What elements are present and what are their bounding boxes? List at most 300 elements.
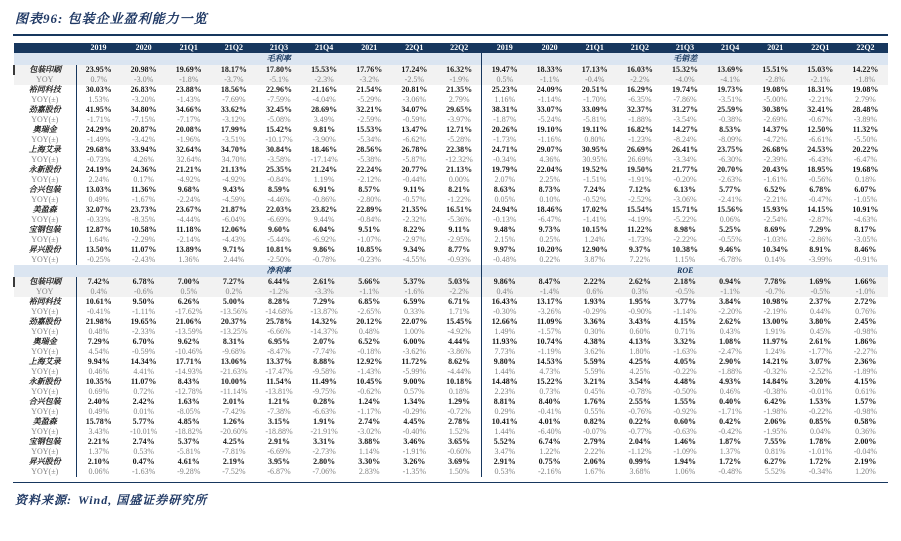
yoy-cell: 4.73% [539,367,560,376]
col-header-22Q1-right: 22Q1 [798,43,843,53]
yoy-cell: -2.32% [402,215,426,224]
yoy-cell: -0.59% [402,115,426,124]
yoy-cell: -13.59% [175,327,203,336]
yoy-cell: -0.40% [402,427,426,436]
yoy-cell: 2.83% [358,467,380,476]
value-cell: 2.18% [662,277,707,287]
yoy-cell: 0.4% [482,287,527,297]
value-cell: 1.94% [673,457,696,466]
value-cell: 2.62% [617,277,662,287]
value-cell: 20.81% [401,85,428,94]
yoy-cell: -7.86% [673,95,697,104]
value-cell: 7.00% [166,277,211,287]
value-cell: 1.46% [673,437,696,446]
value-cell: 4.44% [448,337,471,346]
yoy-cell: -0.72% [447,407,471,416]
yoy-cell: -4.0% [662,75,707,85]
yoy-cell: 1.00% [403,327,425,336]
yoy-cell: -1.8% [843,75,888,85]
value-cell: 32.45% [265,105,292,114]
yoy-cell: 1.49% [482,327,527,337]
yoy-label: YOY(±) [14,427,76,437]
yoy-label: YOY(±) [14,407,76,417]
yoy-cell: -5.81% [177,447,201,456]
value-cell: 0.28% [313,397,336,406]
yoy-cell: 0.04% [809,427,831,436]
yoy-row [14,155,888,165]
yoy-cell: -14.68% [265,307,293,316]
value-cell: 16.82% [626,125,653,134]
yoy-cell: -17.62% [175,307,203,316]
col-header-2021-left: 2021 [347,43,392,53]
yoy-label: YOY(±) [14,327,76,337]
yoy-cell: -2.3% [302,75,347,85]
value-cell: 11.22% [627,225,653,234]
value-row [14,457,888,467]
yoy-cell: 0.53% [482,467,527,477]
yoy-cell: 2.79% [855,95,876,104]
yoy-cell: -0.92% [673,407,697,416]
yoy-cell: -20.60% [220,427,248,436]
yoy-cell: -1.57% [537,327,562,336]
yoy-cell: -1.71% [718,407,742,416]
value-cell: 8.63% [482,185,527,195]
value-cell: 1.72% [809,457,832,466]
yoy-cell: -3.90% [312,135,336,144]
value-cell: 3.20% [809,377,832,386]
value-cell: 26.68% [762,145,789,154]
yoy-cell: -9.75% [312,387,336,396]
yoy-cell: 1.19% [313,175,335,184]
yoy-cell: -13.25% [220,327,248,336]
value-cell: 14.37% [762,125,789,134]
yoy-cell: -0.38% [763,387,787,396]
yoy-cell: -4.55% [402,255,426,264]
value-cell: 1.26% [222,417,245,426]
yoy-cell: -2.33% [132,327,156,336]
value-cell: 21.13% [220,165,247,174]
yoy-label: YOY(±) [14,155,76,165]
value-cell: 8.57% [358,185,381,194]
value-cell: 9.80% [482,357,527,367]
value-cell: 6.07% [854,185,877,194]
yoy-cell: -7.69% [222,95,246,104]
yoy-cell: -2.2% [617,75,662,85]
value-cell: 2.91% [482,457,527,467]
yoy-cell: -2.59% [357,115,381,124]
yoy-cell: 0.2% [211,287,256,297]
value-cell: 11.72% [401,357,428,366]
value-cell: 8.88% [313,357,336,366]
value-cell: 2.37% [809,297,832,306]
company-name: 宝钢包装 [14,225,76,235]
value-cell: 9.71% [222,245,245,254]
col-header-2020-left: 2020 [121,43,166,53]
value-cell: 17.80% [256,65,301,75]
section-title-right: ROE [482,265,888,277]
value-cell: 3.65% [448,437,471,446]
yoy-cell: -1.01% [808,447,832,456]
yoy-cell: -0.78% [312,255,336,264]
yoy-row [14,407,888,417]
yoy-cell: -10.46% [175,347,203,356]
value-cell: 2.55% [628,397,651,406]
yoy-cell: 2.44% [223,255,245,264]
yoy-cell: -0.62% [357,387,381,396]
yoy-cell: 1.24% [584,235,606,244]
value-cell: 9.62% [177,337,200,346]
yoy-cell: -3.54% [673,115,697,124]
value-cell: 1.34% [403,397,426,406]
value-cell: 8.69% [764,225,787,234]
yoy-cell: -1.61% [763,175,787,184]
yoy-cell: 0.6% [572,287,617,297]
yoy-cell: -3.86% [447,347,471,356]
value-cell: 9.94% [87,357,110,366]
value-cell: 2.06% [764,417,787,426]
value-cell: 11.18% [175,225,202,234]
value-cell: 7.29% [809,225,832,234]
value-cell: 15.93% [762,205,789,214]
col-header-22Q2-right: 22Q2 [843,43,888,53]
yoy-cell: -0.41% [87,307,111,316]
yoy-cell: -1.11% [132,307,156,316]
yoy-cell: 0.53% [133,447,154,456]
yoy-cell: 0.69% [88,387,110,396]
yoy-cell: -2.8% [753,75,798,85]
value-cell: 32.64% [175,145,202,154]
yoy-cell: -1.09% [673,447,697,456]
value-cell: 20.70% [717,165,744,174]
yoy-label: YOY(±) [14,387,76,397]
value-row [14,105,888,115]
value-cell: 1.93% [583,297,606,306]
value-cell: 0.22% [628,417,651,426]
col-header-2021-right: 2021 [753,43,798,53]
value-cell: 30.03% [85,85,112,94]
yoy-row [14,447,888,457]
value-cell: 1.57% [854,397,877,406]
yoy-cell: -1.98% [763,407,787,416]
value-cell: 20.43% [762,165,789,174]
value-cell: 21.98% [85,317,112,326]
figure-title-row [13,6,888,31]
yoy-cell: -2.1% [798,75,843,85]
value-cell: 17.24% [392,65,437,75]
value-cell: 3.15% [267,417,290,426]
yoy-cell: 1.14% [358,447,380,456]
yoy-cell: -7.06% [312,467,336,476]
yoy-cell: -1.41% [583,215,607,224]
yoy-cell: -6.61% [808,135,832,144]
section-title-left: 净利率 [76,265,482,277]
yoy-cell: -1.6% [392,287,437,297]
yoy-cell: 7.22% [629,255,651,264]
col-header-21Q3-left: 21Q3 [256,43,301,53]
yoy-cell: -2.41% [718,195,742,204]
value-cell: 14.53% [536,357,563,366]
value-cell: 32.41% [807,105,834,114]
value-cell: 19.50% [626,165,653,174]
value-cell: 19.68% [852,165,879,174]
value-cell: 12.50% [807,125,834,134]
value-cell: 8.73% [538,185,561,194]
value-cell: 33.07% [536,105,563,114]
yoy-cell: -0.52% [583,195,607,204]
value-cell: 1.78% [809,437,832,446]
value-cell: 2.04% [628,437,651,446]
value-cell: 15.54% [626,205,653,214]
value-cell: 6.95% [267,337,290,346]
value-cell: 6.78% [809,185,832,194]
yoy-cell: -2.50% [267,255,291,264]
value-cell: 23.67% [175,205,202,214]
value-cell: 21.06% [175,317,202,326]
yoy-cell: -0.78% [628,387,652,396]
value-cell: 14.34% [130,357,157,366]
yoy-cell: 4.41% [133,367,154,376]
yoy-cell: -2.43% [132,255,156,264]
yoy-row [14,195,888,205]
value-cell: 24.19% [85,165,112,174]
yoy-cell: -0.38% [718,115,742,124]
yoy-cell: -0.98% [853,407,878,416]
yoy-cell: -0.47% [808,195,832,204]
value-row [14,397,888,407]
value-cell: 16.32% [437,65,482,75]
value-cell: 20.77% [401,165,428,174]
value-cell: 19.79% [482,165,527,175]
value-cell: 3.26% [403,457,426,466]
yoy-row [14,287,888,297]
yoy-label: YOY(±) [14,467,76,477]
yoy-label: YOY(±) [14,367,76,377]
value-cell: 7.42% [76,277,121,287]
yoy-cell: -0.22% [673,367,697,376]
yoy-cell: -0.50% [673,387,697,396]
value-cell: 21.77% [671,165,698,174]
yoy-cell: -2.73% [312,447,336,456]
yoy-row [14,215,888,225]
yoy-cell: -6.04% [222,215,246,224]
yoy-cell: 3.47% [482,447,527,457]
yoy-cell: -1.8% [166,75,211,85]
value-cell: 17.13% [572,65,617,75]
value-cell: 29.07% [536,145,563,154]
value-cell: 6.78% [121,277,166,287]
yoy-cell: -6.40% [537,427,562,436]
yoy-cell: -4.44% [447,367,471,376]
value-cell: 6.70% [132,337,155,346]
yoy-cell: -12.32% [445,155,473,164]
yoy-cell: -3.06% [673,195,697,204]
value-cell: 14.15% [807,205,834,214]
value-cell: 15.03% [798,65,843,75]
value-row [14,165,888,175]
year-header-row [14,43,888,53]
value-cell: 12.92% [356,357,383,366]
value-cell: 19.52% [581,165,608,174]
value-cell: 11.97% [762,337,788,346]
yoy-cell: -1.70% [583,95,607,104]
yoy-cell: 0.48% [358,327,380,336]
value-cell: 8.21% [448,185,471,194]
value-cell: 5.52% [482,437,527,447]
value-cell: 20.87% [130,125,157,134]
yoy-cell: 0.17% [133,175,154,184]
yoy-cell: 0.5% [482,75,527,85]
value-cell: 32.07% [85,205,112,214]
yoy-label: YOY(±) [14,235,76,245]
yoy-cell: -1.51% [583,175,607,184]
value-cell: 2.91% [267,437,290,446]
yoy-cell: 0.61% [855,387,876,396]
yoy-cell: -8.05% [177,407,201,416]
yoy-cell: -0.34% [482,155,527,165]
value-cell: 24.09% [536,85,563,94]
yoy-cell: 1.44% [482,427,527,437]
yoy-cell: -0.33% [87,215,111,224]
yoy-row [14,427,888,437]
yoy-cell: -0.67% [808,115,832,124]
value-cell: 23.75% [717,145,744,154]
col-header-22Q1-left: 22Q1 [392,43,437,53]
value-cell: 25.78% [265,317,292,326]
yoy-label: YOY(±) [14,347,76,357]
value-cell: 10.74% [536,337,563,346]
value-cell: 11.36% [130,185,157,194]
value-cell: 1.72% [719,457,742,466]
value-cell: 11.07% [130,245,157,254]
yoy-cell: -7.59% [267,95,291,104]
yoy-cell: -1.73% [482,135,527,145]
yoy-cell: 3.43% [88,427,110,436]
company-name: 裕同科技 [14,85,76,95]
yoy-cell: -5.87% [402,155,426,164]
value-cell: 29.68% [85,145,112,154]
yoy-row [14,75,888,85]
value-cell: 6.91% [313,185,336,194]
yoy-cell: -0.84% [357,215,381,224]
value-cell: 10.18% [446,377,473,386]
value-cell: 30.38% [762,105,789,114]
yoy-cell: -2.20% [718,307,742,316]
yoy-cell: 2.79% [448,95,470,104]
value-cell: 1.53% [809,397,832,406]
value-cell: 9.11% [403,185,426,194]
value-cell: 8.43% [177,377,200,386]
yoy-cell: -0.63% [673,427,697,436]
value-cell: 1.87% [719,437,742,446]
yoy-cell: 0.46% [719,387,741,396]
source-label: 资料来源: [15,493,72,507]
value-cell: 24.71% [482,145,527,155]
yoy-cell: -7.42% [222,407,246,416]
value-cell: 6.26% [177,297,200,306]
value-cell: 4.48% [673,377,696,386]
yoy-cell: -2.2% [437,287,482,297]
yoy-cell: -0.23% [357,255,381,264]
yoy-cell: 2.22% [584,447,606,456]
value-cell: 10.85% [356,245,383,254]
section-title-right: 毛销差 [482,53,888,65]
value-cell: 4.01% [538,417,561,426]
value-cell: 2.01% [222,397,245,406]
yoy-cell: -3.26% [537,307,562,316]
yoy-cell: -2.16% [537,467,562,476]
value-cell: 14.21% [762,357,789,366]
value-cell: 1.76% [583,397,606,406]
yoy-cell: 0.49% [88,407,110,416]
value-cell: 23.82% [311,205,338,214]
col-header-2019-right: 2019 [482,43,527,53]
value-cell: 33.09% [581,105,608,114]
yoy-cell: 0.80% [584,135,606,144]
section-band-spacer [14,265,76,277]
value-cell: 6.27% [764,457,787,466]
yoy-cell: -3.51% [718,95,742,104]
yoy-cell: -1.63% [673,347,697,356]
value-cell: 3.46% [403,437,426,446]
value-cell: 13.69% [708,65,753,75]
value-cell: 10.38% [671,245,698,254]
yoy-cell: -5.38% [357,155,381,164]
value-cell: 33.62% [220,105,247,114]
yoy-row [14,307,888,317]
value-cell: 1.69% [798,277,843,287]
col-header-21Q1-left: 21Q1 [166,43,211,53]
value-cell: 34.70% [220,145,247,154]
yoy-cell: -2.5% [392,75,437,85]
yoy-cell: -2.86% [808,235,832,244]
value-cell: 18.17% [211,65,256,75]
yoy-cell: -6.47% [537,215,562,224]
yoy-cell: -0.20% [673,175,697,184]
yoy-cell: -5.29% [357,95,381,104]
value-row [14,245,888,255]
yoy-cell: -1.14% [537,95,562,104]
value-cell: 1.63% [177,397,200,406]
yoy-cell: -7.52% [222,467,246,476]
value-cell: 23.88% [175,85,202,94]
value-row [14,437,888,447]
yoy-row [14,135,888,145]
yoy-cell: -7.15% [132,115,156,124]
value-cell: 8.46% [854,245,877,254]
figure-title: 图表96: 包装企业盈利能力一览 [15,11,208,26]
value-cell: 8.28% [267,297,290,306]
yoy-cell: -4.46% [267,195,291,204]
yoy-cell: -5.24% [537,115,562,124]
value-cell: 20.12% [356,317,383,326]
yoy-cell: -0.25% [87,255,111,264]
yoy-cell: -1.05% [853,195,878,204]
yoy-cell: -2.63% [718,175,742,184]
value-cell: 14.84% [762,377,789,386]
yoy-row [14,387,888,397]
value-cell: 23.73% [130,205,157,214]
yoy-cell: 0.36% [855,427,876,436]
value-cell: 18.31% [807,85,834,94]
yoy-cell: 9.44% [313,215,335,224]
value-cell: 14.32% [311,317,338,326]
value-cell: 15.53% [302,65,347,75]
value-cell: 9.81% [313,125,336,134]
yoy-cell: -1.88% [628,115,652,124]
yoy-cell: 1.80% [629,347,651,356]
yoy-cell: -2.39% [763,155,787,164]
value-cell: 7.27% [211,277,256,287]
